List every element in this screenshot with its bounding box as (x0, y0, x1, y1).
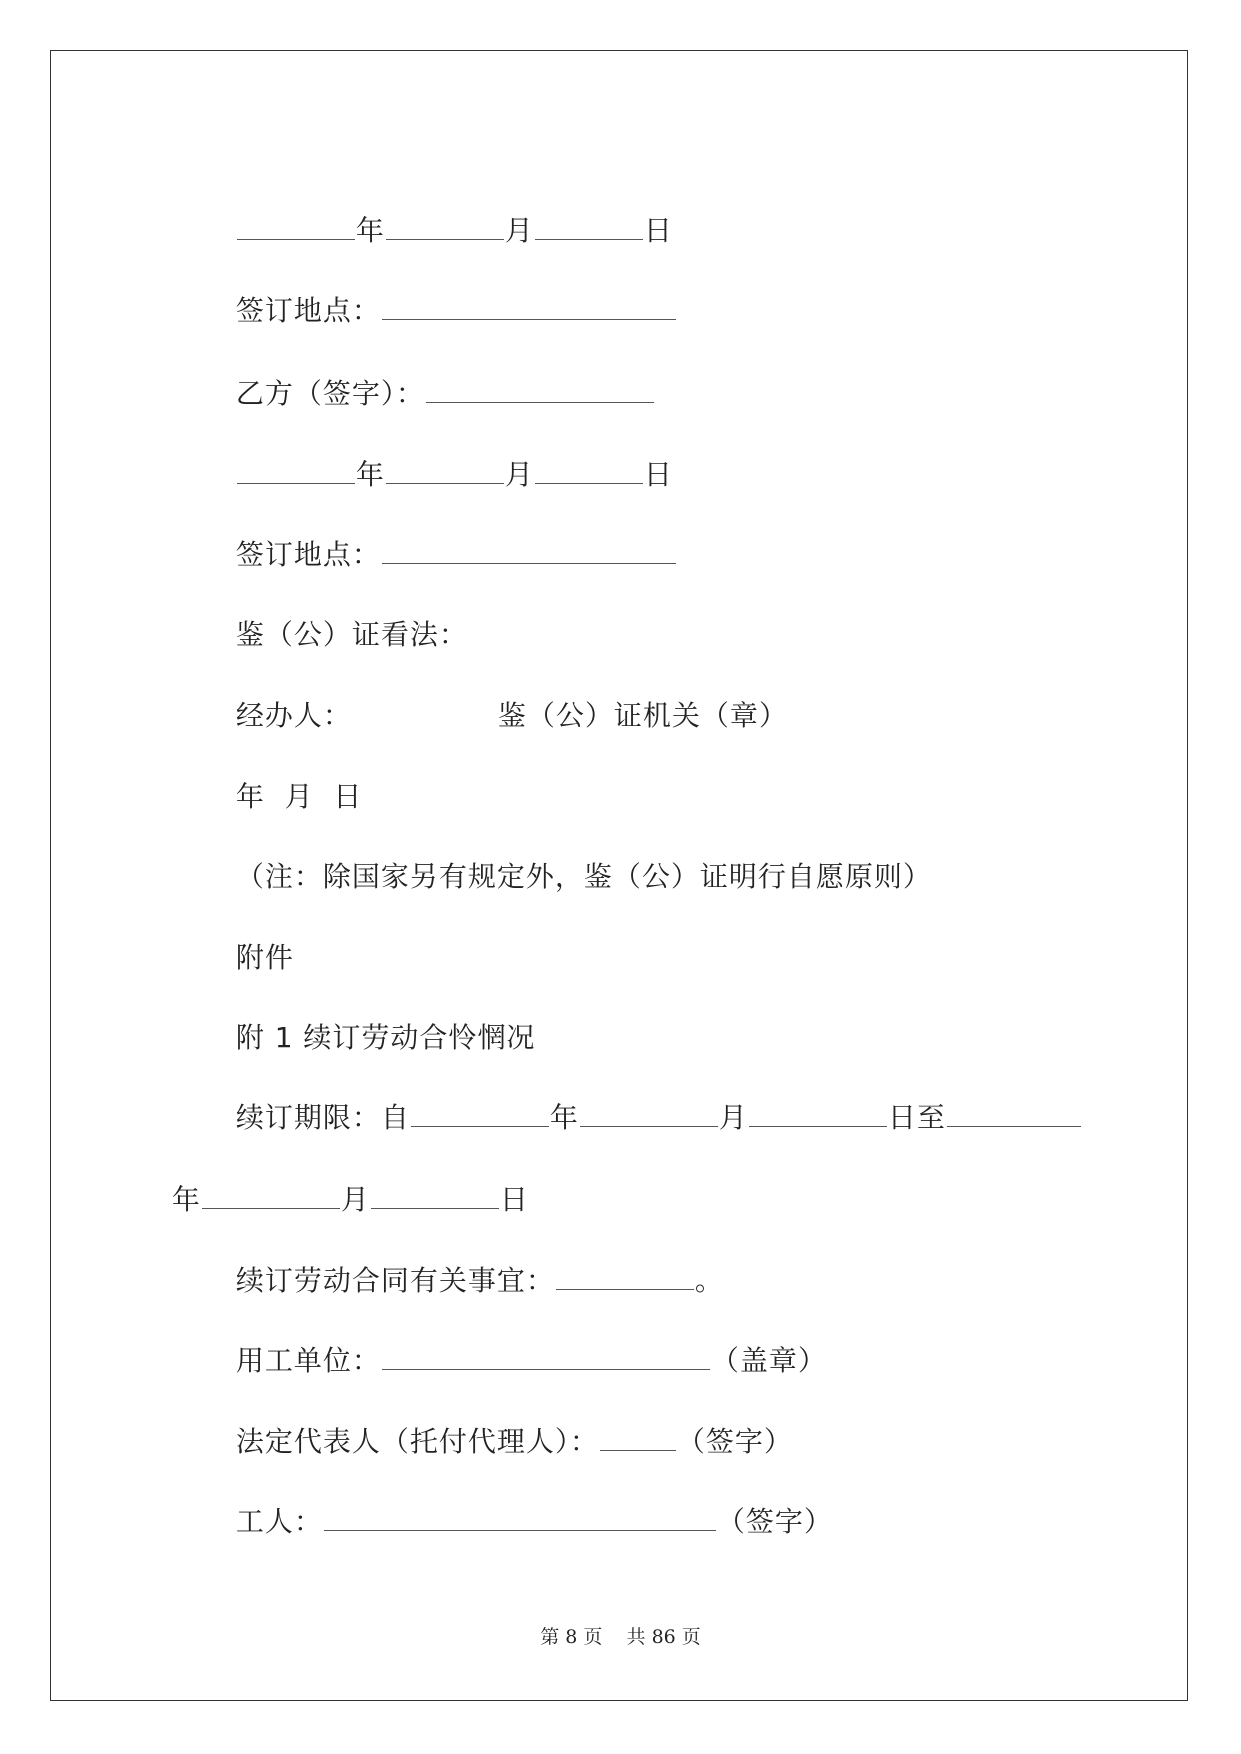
seal-label: （盖章） (710, 1344, 827, 1377)
blank-field (382, 1347, 710, 1370)
blank-field (237, 461, 355, 484)
attachment-heading (216, 898, 294, 978)
period-mark: 。 (694, 1264, 724, 1297)
day-label: 日 (643, 214, 673, 247)
blank-field (382, 297, 676, 320)
renewal-period-label: 续订期限：自 (235, 1101, 410, 1134)
blank-field (371, 1186, 499, 1209)
blank-field (237, 217, 355, 240)
employer-label: 用工单位： (235, 1344, 381, 1377)
day-to-label: 日至 (887, 1101, 946, 1134)
signing-place-line-1 (216, 251, 677, 331)
date-placeholder-line (216, 737, 362, 817)
blank-field (382, 541, 676, 564)
attachment-label: 附件 (235, 941, 294, 974)
month-label: 月 (504, 214, 534, 247)
blank-field (600, 1428, 676, 1451)
party-b-label: 乙方（签字）： (235, 377, 425, 410)
signing-date-line-2 (216, 415, 673, 495)
blank-field (202, 1186, 340, 1209)
attachment-1-title: 附 1 续订劳动合怜惘况 (235, 1021, 536, 1054)
year-label: 年 (355, 214, 385, 247)
page-footer (0, 1622, 1241, 1649)
day-label: 日 (643, 458, 673, 491)
blank-field (749, 1104, 887, 1127)
renewal-period-line (216, 1058, 1082, 1138)
party-b-signature-line (216, 334, 655, 414)
year-label: 年 (355, 458, 385, 491)
employer-line (216, 1301, 827, 1381)
legal-rep-label: 法定代表人（托付代理人）： (235, 1425, 599, 1458)
worker-label: 工人： (235, 1505, 323, 1538)
blank-field (535, 217, 643, 240)
notary-office-seal-label: 鉴（公）证机关（章） (497, 699, 788, 732)
signing-date-line-1 (216, 171, 673, 251)
handler-label: 经办人： (235, 699, 352, 732)
blank-field (426, 380, 654, 403)
year-label: 年 (171, 1183, 201, 1216)
date-placeholder: 年 月 日 (235, 780, 363, 813)
year-label: 年 (549, 1101, 579, 1134)
blank-field (580, 1104, 718, 1127)
month-label: 月 (718, 1101, 748, 1134)
signature-label: （签字） (716, 1505, 833, 1538)
month-label: 月 (340, 1183, 370, 1216)
worker-line (216, 1462, 833, 1542)
signature-label: （签字） (676, 1425, 793, 1458)
blank-field (535, 461, 643, 484)
blank-field (947, 1104, 1081, 1127)
day-label: 日 (499, 1183, 529, 1216)
signing-place-label: 签订地点： (235, 538, 381, 571)
month-label: 月 (504, 458, 534, 491)
signing-place-line-2 (216, 495, 677, 575)
blank-field (386, 217, 504, 240)
attachment-1-heading (216, 978, 535, 1058)
total-pages: 共 86 页 (626, 1626, 701, 1648)
blank-field (556, 1267, 694, 1290)
renewal-matters-label: 续订劳动合同有关事宜： (235, 1264, 555, 1297)
signing-place-label: 签订地点： (235, 294, 381, 327)
note-text: （注：除国家另有规定外，鉴（公）证明行自愿原则） (235, 860, 932, 893)
handler-line (216, 656, 788, 736)
notary-opinion-label: 鉴（公）证看法： (235, 618, 468, 651)
blank-field (324, 1508, 716, 1531)
renewal-matters-line (216, 1221, 724, 1301)
note-line (216, 817, 932, 897)
notary-opinion-line (216, 575, 468, 655)
blank-field (386, 461, 504, 484)
legal-rep-line (216, 1382, 793, 1462)
page-number: 第 8 页 (540, 1626, 603, 1648)
blank-field (411, 1104, 549, 1127)
renewal-period-end-line (152, 1140, 529, 1220)
